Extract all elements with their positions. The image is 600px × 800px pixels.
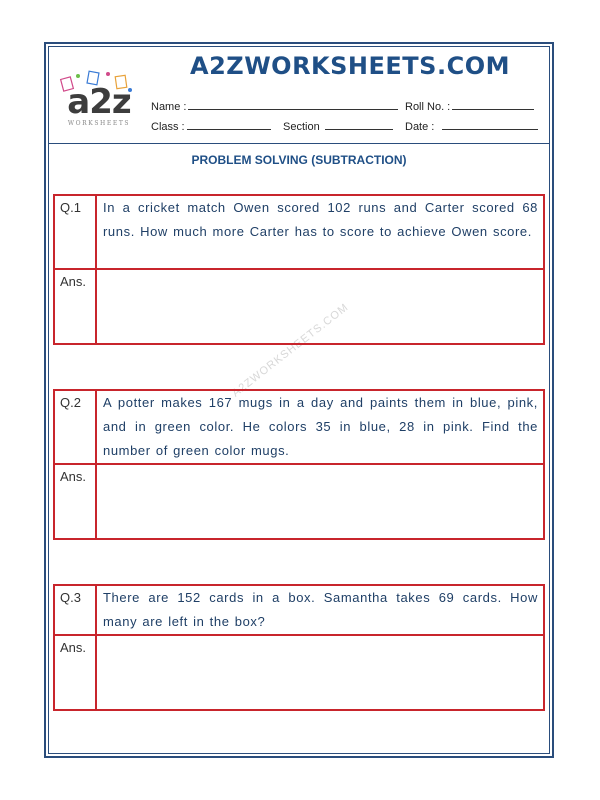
- name-field[interactable]: [151, 100, 398, 113]
- section-line[interactable]: [325, 120, 393, 130]
- question-box-2: [53, 389, 545, 465]
- answer-box-1[interactable]: [53, 270, 545, 345]
- logo-text: a2z: [67, 82, 131, 122]
- section-field[interactable]: [283, 120, 393, 133]
- name-label: Name :: [151, 101, 187, 113]
- answer-label-3: Ans.: [55, 636, 97, 709]
- question-text-3: There are 152 cards in a box. Samantha takes 69 cards. How many are left in the box?: [103, 590, 538, 629]
- site-title: A2ZWORKSHEETS.COM: [190, 52, 510, 80]
- watermark: A2ZWORKSHEETS.COM: [230, 301, 351, 400]
- class-field[interactable]: [151, 120, 271, 133]
- question-text-2: A potter makes 167 mugs in a day and paints them in blue, pink, and in green color. He colors 35 in blue, 28 in pink. Find the number of green color mugs.: [103, 395, 538, 458]
- question-label-1: Q.1: [55, 196, 97, 268]
- class-label: Class :: [151, 121, 185, 133]
- name-line[interactable]: [188, 100, 398, 110]
- date-label: Date :: [405, 121, 435, 133]
- class-line[interactable]: [187, 120, 271, 130]
- roll-line[interactable]: [452, 100, 534, 110]
- answer-box-2[interactable]: [53, 465, 545, 540]
- question-box-1: [53, 194, 545, 270]
- roll-label: Roll No. :: [405, 101, 451, 113]
- roll-field[interactable]: [405, 100, 534, 113]
- answer-label-2: Ans.: [55, 465, 97, 538]
- date-field[interactable]: [405, 120, 538, 133]
- question-label-3: Q.3: [55, 586, 97, 634]
- question-box-3: [53, 584, 545, 636]
- logo-caption: WORKSHEETS: [67, 120, 131, 127]
- header-divider: [48, 143, 550, 144]
- question-label-2: Q.2: [55, 391, 97, 463]
- answer-box-3[interactable]: [53, 636, 545, 711]
- worksheet-title: PROBLEM SOLVING (SUBTRACTION): [191, 153, 407, 167]
- answer-label-1: Ans.: [55, 270, 97, 343]
- section-label: Section: [283, 121, 320, 133]
- date-line[interactable]: [442, 120, 538, 130]
- question-text-1: In a cricket match Owen scored 102 runs and Carter scored 68 runs. How much more Carter has to score to achieve Owen score.: [103, 200, 538, 239]
